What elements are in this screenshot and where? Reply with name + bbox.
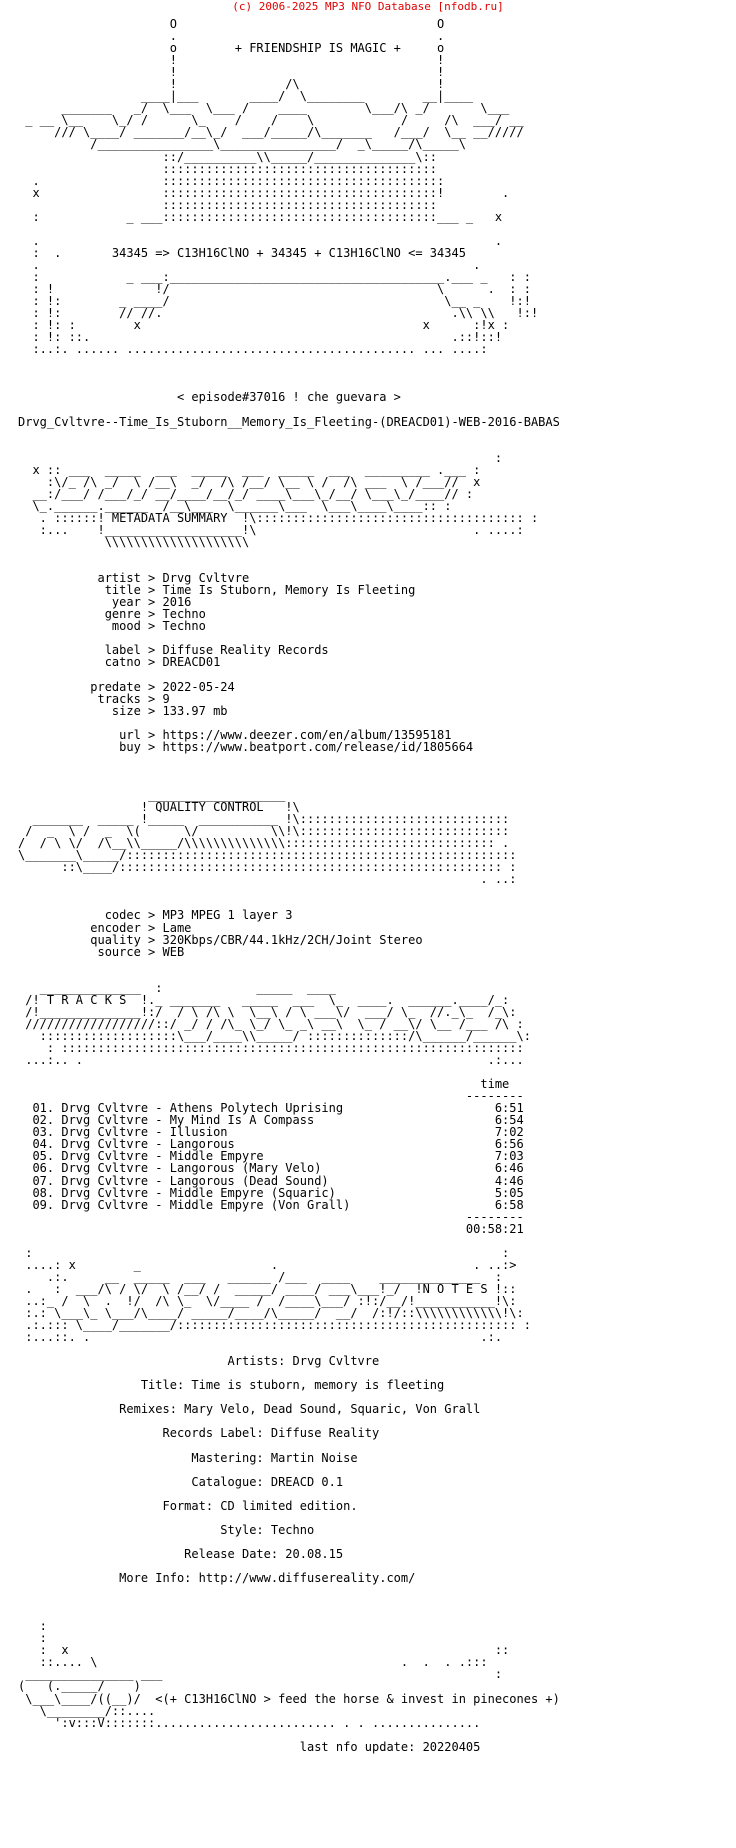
nfo-line: x ::::::::::::::::::::::::::::::::::::::! . — [18, 185, 510, 200]
nfo-line: codec > MP3 MPEG 1 layer 3 — [18, 908, 293, 923]
nfo-line — [18, 1596, 560, 1608]
nfo-line: :::::::::::::::::::::::::::::::::::::: — [18, 197, 438, 212]
nfo-line — [18, 1464, 560, 1476]
nfo-line: Catalogue: DREACD 0.1 — [18, 1474, 344, 1489]
nfo-line — [18, 548, 560, 560]
nfo-line: . ..: — [18, 872, 517, 887]
nfo-line: :..:. ...... ........................................ ... ....: — [18, 342, 488, 357]
nfo-line: : !: _ ____/ \__ _ !:! — [18, 294, 531, 309]
nfo-line: _______ _____ !_____ ___________ !\::::::::::::::::::::::::::::: — [18, 812, 510, 827]
nfo-line: artist > Drvg Cvltvre — [18, 571, 250, 586]
nfo-line: 09. Drvg Cvltvre - Middle Empyre (Von Grall) 6:58 — [18, 1197, 524, 1212]
nfo-line: . : ___/\ / \/ \ /__/ / _____/ ____/ ___\___!_/ !N O T E S !:: — [18, 1281, 517, 1296]
nfo-line: :.: \___\_ \___/\____/ _____/____/\_____/ __/ /:!/::\\\\\\\\\\\\!\: — [18, 1306, 524, 1321]
nfo-line: Drvg_Cvltvre--Time_Is_Stuborn__Memory_Is_Fleeting-(DREACD01)-WEB-2016-BABAS — [18, 414, 560, 429]
nfo-line: Records Label: Diffuse Reality — [18, 1426, 380, 1441]
nfo-line: __:/___/ /___/_/ __/____/__/_/ ____\___\_/__/ \___\_/____// : — [18, 486, 474, 501]
nfo-line: : _ ___::::::::::::::::::::::::::::::::::::::___ _ x — [18, 209, 503, 224]
nfo-line: Style: Techno — [18, 1522, 315, 1537]
nfo-line: .:. __ _____ ___ ______ /___ ____ ______________ : — [18, 1269, 503, 1284]
nfo-line: _______ _/ \___ \___ / ____ \___/\ _/ \___ — [18, 101, 510, 116]
nfo-line: \_.______.______ /__\___ \______\___ \___\____\____:: : — [18, 498, 452, 513]
nfo-line: Mastering: Martin Noise — [18, 1450, 358, 1465]
nfo-line: : — [18, 1631, 47, 1646]
nfo-line: _______________ ___ : — [18, 1667, 503, 1682]
nfo-line — [18, 367, 560, 379]
nfo-line — [18, 355, 560, 367]
nfo-line: -------- — [18, 1209, 524, 1224]
nfo-line: \___\____/((__)/ <(+ C13H16ClNO > feed the horse & invest in pinecones +) — [18, 1691, 560, 1706]
nfo-line: o + FRIENDSHIP IS MAGIC + o — [18, 41, 445, 56]
nfo-line: last nfo update: 20220405 — [18, 1739, 481, 1754]
nfo-line: . . — [18, 257, 481, 272]
nfo-line: encoder > Lame — [18, 920, 192, 935]
nfo-line: ::/__________\\_____/______________\:: — [18, 149, 438, 164]
nfo-line: . ::::::::::::::::::::::::::::::::::::::: — [18, 173, 445, 188]
nfo-line: url > https://www.deezer.com/en/album/13595181 — [18, 727, 452, 742]
nfo-line: Artists: Drvg Cvltvre — [18, 1354, 380, 1369]
nfo-line: 02. Drvg Cvltvre - My Mind Is A Compass 6:54 — [18, 1113, 524, 1128]
nfo-line: _ __ \__ \_/ / \_ / / \ / /\ ___/ __ — [18, 113, 524, 128]
nfo-line — [18, 428, 560, 440]
nfo-line: .:.::: \____/_______/::::::::::::::::::::::::::::::::::::::::::::::: : — [18, 1318, 531, 1333]
nfo-line: 01. Drvg Cvltvre - Athens Polytech Uprising 6:51 — [18, 1101, 524, 1116]
nfo-line: : x :: — [18, 1643, 510, 1658]
nfo-line: . . — [18, 29, 445, 44]
nfo-line: : !: ::. .::!::! — [18, 330, 503, 345]
nfo-line: x :: ___ _____ ___ _____ ___ _____ ___ _________ .___ : — [18, 462, 481, 477]
nfo-line: : !: // //. .\\ \\ !:! — [18, 306, 539, 321]
nfo-line: title > Time Is Stuborn, Memory Is Fleeting — [18, 583, 416, 598]
nfo-line: : — [18, 1619, 47, 1634]
nfo-line — [18, 1488, 560, 1500]
nfo-line: : :::::::::::::::::::::::::::::::::::::::::::::::::::::::::::::::: — [18, 1040, 524, 1055]
nfo-line: label > Diffuse Reality Records — [18, 643, 329, 658]
nfo-line — [18, 1608, 560, 1620]
nfo-line: : _ ___:______________________________________.___ _ : : — [18, 269, 531, 284]
nfo-line: tracks > 9 — [18, 691, 170, 706]
nfo-line: < episode#37016 ! che guevara > — [18, 390, 401, 405]
nfo-line — [18, 717, 560, 729]
nfo-line — [18, 1440, 560, 1452]
nfo-line: : ! !/ \ . : : — [18, 282, 531, 297]
nfo-line: ______________ : _____ ____ — [18, 980, 336, 995]
nfo-line: :... !___________________!\ . ....: — [18, 522, 524, 537]
nfo-line: ____|___ ____/ \________ __|____ — [18, 89, 474, 104]
nfo-line: ....: x _ . . ..:> — [18, 1257, 517, 1272]
nfo-lines — [18, 18, 560, 1753]
nfo-line: source > WEB — [18, 944, 185, 959]
nfo-line: :...::. . .:. — [18, 1330, 503, 1345]
nfo-text — [18, 18, 560, 1753]
nfo-line — [18, 885, 560, 897]
nfo-line — [18, 440, 560, 452]
nfo-line: 05. Drvg Cvltvre - Middle Empyre 7:03 — [18, 1149, 524, 1164]
nfo-line: time — [18, 1077, 510, 1092]
nfo-line: 08. Drvg Cvltvre - Middle Empyre (Squaric) 5:05 — [18, 1185, 524, 1200]
nfo-line: /// \____/ _______/__\_/ ___/_____/\_______ /___/ \__ __///// — [18, 125, 524, 140]
nfo-line: / / \ \/ /\__\\_____/\\\\\\\\\\\\\\::::::::::::::::::::::::::::: . — [18, 836, 510, 851]
nfo-line: catno > DREACD01 — [18, 655, 221, 670]
nfo-line: More Info: http://www.diffusereality.com/ — [18, 1571, 416, 1586]
nfo-line: :\/_ /\ _/ \ /__\ _/ /\ /__/ \__ \ / /\ ___ \ /___// x — [18, 474, 481, 489]
nfo-line: /! T R A C K S !._ _______ _____ ___ \_ ____. ______.____/_: — [18, 992, 510, 1007]
nfo-line — [18, 958, 560, 970]
nfo-line — [18, 765, 560, 777]
nfo-line: . ::::::! METADATA SUMMARY !\::::::::::::::::::::::::::::::::::::: : — [18, 510, 539, 525]
nfo-line: ::\____/::::::::::::::::::::::::::::::::::::::::::::::::::::: : — [18, 860, 517, 875]
nfo-line: : — [18, 450, 503, 465]
nfo-line: buy > https://www.beatport.com/release/id/1805664 — [18, 739, 474, 754]
nfo-line: ( (._____/ ) — [18, 1679, 141, 1694]
nfo-line: :::::::::::::::::::\___/____\\_____/ ::::::::::::::/\______/______\: — [18, 1028, 531, 1043]
nfo-line — [18, 753, 560, 765]
nfo-line: 04. Drvg Cvltvre - Langorous 6:56 — [18, 1137, 524, 1152]
nfo-line: 03. Drvg Cvltvre - Illusion 7:02 — [18, 1125, 524, 1140]
nfo-line — [18, 1729, 560, 1741]
nfo-line: :::::::::::::::::::::::::::::::::::::: — [18, 161, 438, 176]
nfo-line: ___________________ — [18, 788, 286, 802]
nfo-line: 00:58:21 — [18, 1221, 524, 1236]
nfo-line: : !: : x x :!x : — [18, 318, 510, 333]
nfo-line: Title: Time is stuborn, memory is fleeting — [18, 1378, 445, 1393]
nfo-line: : : — [18, 1245, 510, 1260]
nfo-line: ! ! — [18, 53, 445, 68]
nfo-line: 07. Drvg Cvltvre - Langorous (Dead Sound) 4:46 — [18, 1173, 524, 1188]
nfo-line: ! /\ ! — [18, 77, 445, 92]
nfo-line: Remixes: Mary Velo, Dead Sound, Squaric, Von Grall — [18, 1402, 481, 1417]
nfo-line: //////////////////::/ _/ / /\_ \_/ \_ _\ __\ \_ / __\/ \__ /___ /\ : — [18, 1016, 524, 1031]
nfo-line: ':v:::V:::::::......................... . . ............... — [18, 1715, 481, 1730]
nfo-line — [18, 669, 560, 681]
site-header — [0, 0, 736, 14]
nfo-line: 06. Drvg Cvltvre - Langorous (Mary Velo) 6:46 — [18, 1161, 524, 1176]
nfo-line: year > 2016 — [18, 595, 192, 610]
nfo-line: Format: CD limited edition. — [18, 1498, 358, 1513]
nfo-line: ! ! — [18, 65, 445, 80]
nfo-line: \________/::.... — [18, 1703, 156, 1718]
nfo-line: : . 34345 => C13H16ClNO + 34345 + C13H16ClNO <= 34345 — [18, 245, 466, 260]
nfo-line — [18, 970, 560, 982]
nfo-line: ...:.. . .:... — [18, 1053, 524, 1068]
nfo-line: /________________\________________/ _\_____/\_____\ — [18, 137, 466, 152]
nfo-line: size > 133.97 mb — [18, 703, 228, 718]
nfo-line: \\\\\\\\\\\\\\\\\\\\ — [18, 535, 250, 550]
nfo-line: \_______\_____/:::::::::::::::::::::::::::::::::::::::::::::::::::::: — [18, 848, 517, 863]
nfo-line: -------- — [18, 1089, 524, 1104]
nfo-line: predate > 2022-05-24 — [18, 679, 235, 694]
nfo-line: /!______________!:/ / \ /\ \ \__\ / \ ___\/ ___/ \_ //._\_ /_\: — [18, 1004, 517, 1019]
nfo-line: ::.... \ . . . .::: — [18, 1655, 488, 1670]
nfo-line: / _ \ / _ \( \/ \\!\::::::::::::::::::::::::::::: — [18, 824, 510, 839]
nfo-line: genre > Techno — [18, 607, 206, 622]
nfo-line — [18, 1584, 560, 1596]
nfo-line: . . — [18, 233, 503, 248]
site-header-text: (c) 2006-2025 MP3 NFO Database [nfodb.ru] — [232, 0, 504, 13]
nfo-line: Release Date: 20.08.15 — [18, 1546, 344, 1561]
nfo-line — [18, 1235, 560, 1247]
nfo-line: ! QUALITY CONTROL !\ — [18, 800, 300, 815]
nfo-line: O O — [18, 17, 445, 31]
nfo-line — [18, 404, 560, 416]
nfo-line: ..:_ / \ . !/ /\ \_ \/____ / /____\___/ :!:/__/!___________!\: — [18, 1293, 517, 1308]
nfo-line: mood > Techno — [18, 619, 206, 634]
nfo-line: quality > 320Kbps/CBR/44.1kHz/2CH/Joint Stereo — [18, 932, 423, 947]
